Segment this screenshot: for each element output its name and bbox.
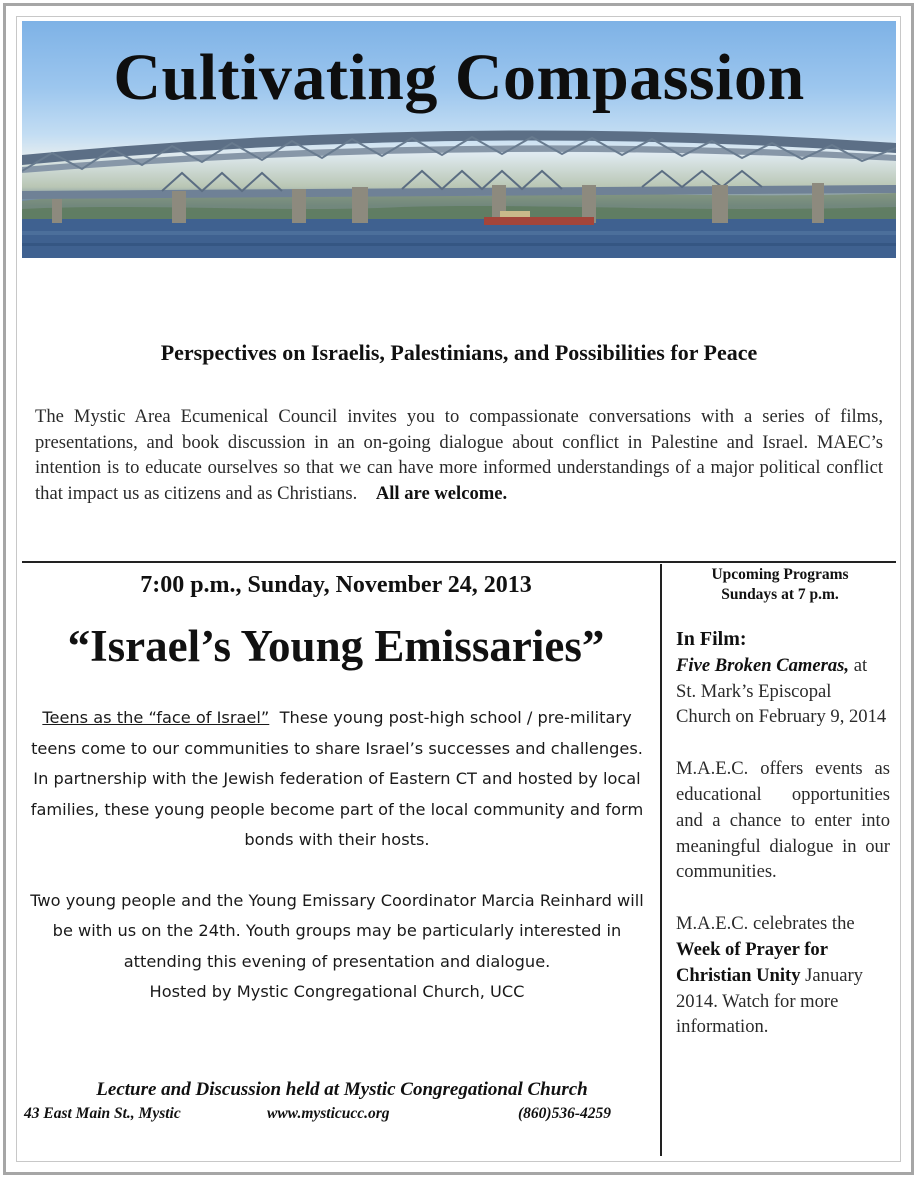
event-para1-text: These young post-high school / pre-military teens come to our communities to share Israel’s successes and challenges. In partnership with the Jewish federation of Eastern CT and hosted by local families, these young people become part of the local community and form bonds with their hosts. <box>30 708 644 849</box>
event-paragraph-1 <box>24 703 650 856</box>
banner <box>22 21 896 258</box>
intro-text: The Mystic Area Ecumenical Council invites you to compassionate conversations with a series of films, presentations, and book discussion in an on-going dialogue about conflict in Palestine and Israel. MAEC’s intention is to educate ourselves so that we can have more informed understandings of a major political conflict that impact us as citizens and as Christians. <box>35 406 883 504</box>
venue-phone: (860)536-4259 <box>518 1105 611 1122</box>
film-details: at St. Mark’s Episcopal Church on February 9, 2014 <box>676 654 887 728</box>
horizontal-divider <box>22 561 896 563</box>
sidebar-heading-line2: Sundays at 7 p.m. <box>721 586 839 603</box>
film-label: In Film: <box>676 628 747 650</box>
venue-line: Lecture and Discussion held at Mystic Congregational Church <box>96 1079 588 1100</box>
vertical-divider <box>660 564 662 1156</box>
event-title: “Israel’s Young Emissaries” <box>67 621 605 671</box>
celebrates-suffix: January 2014. Watch for more information. <box>676 964 863 1038</box>
sidebar-heading-line1: Upcoming Programs <box>711 566 849 583</box>
intro-paragraph <box>35 404 883 506</box>
venue-website-link[interactable]: www.mysticucc.org <box>267 1105 390 1122</box>
event-datetime: 7:00 p.m., Sunday, November 24, 2013 <box>140 572 532 598</box>
event-description <box>24 703 650 1008</box>
event-host: Hosted by Mystic Congregational Church, UCC <box>149 982 525 1001</box>
film-entry <box>676 653 890 730</box>
sidebar-body <box>676 627 890 1040</box>
venue-address: 43 East Main St., Mystic <box>24 1105 181 1122</box>
sidebar-heading <box>664 565 896 605</box>
celebrates-prefix: M.A.E.C. celebrates the <box>676 913 855 935</box>
event-paragraph-2: Two young people and the Young Emissary Coordinator Marcia Reinhard will be with us on the 24th. Youth groups may be particularly interested in attending this evening of presentation and dialogue. <box>30 890 644 971</box>
celebrates-event: Week of Prayer for Christian Unity <box>676 938 828 986</box>
celebrates-text <box>676 911 890 1040</box>
film-name: Five Broken Cameras, <box>676 654 850 676</box>
offers-text: M.A.E.C. offers events as educational opportunities and a chance to enter into meaningful dialogue in our communities. <box>676 758 890 883</box>
event-lead: Teens as the “face of Israel” <box>42 708 270 727</box>
welcome-text: All are welcome. <box>375 482 508 504</box>
subtitle: Perspectives on Israelis, Palestinians, and Possibilities for Peace <box>160 340 758 365</box>
banner-title: Cultivating Compassion <box>113 41 805 114</box>
